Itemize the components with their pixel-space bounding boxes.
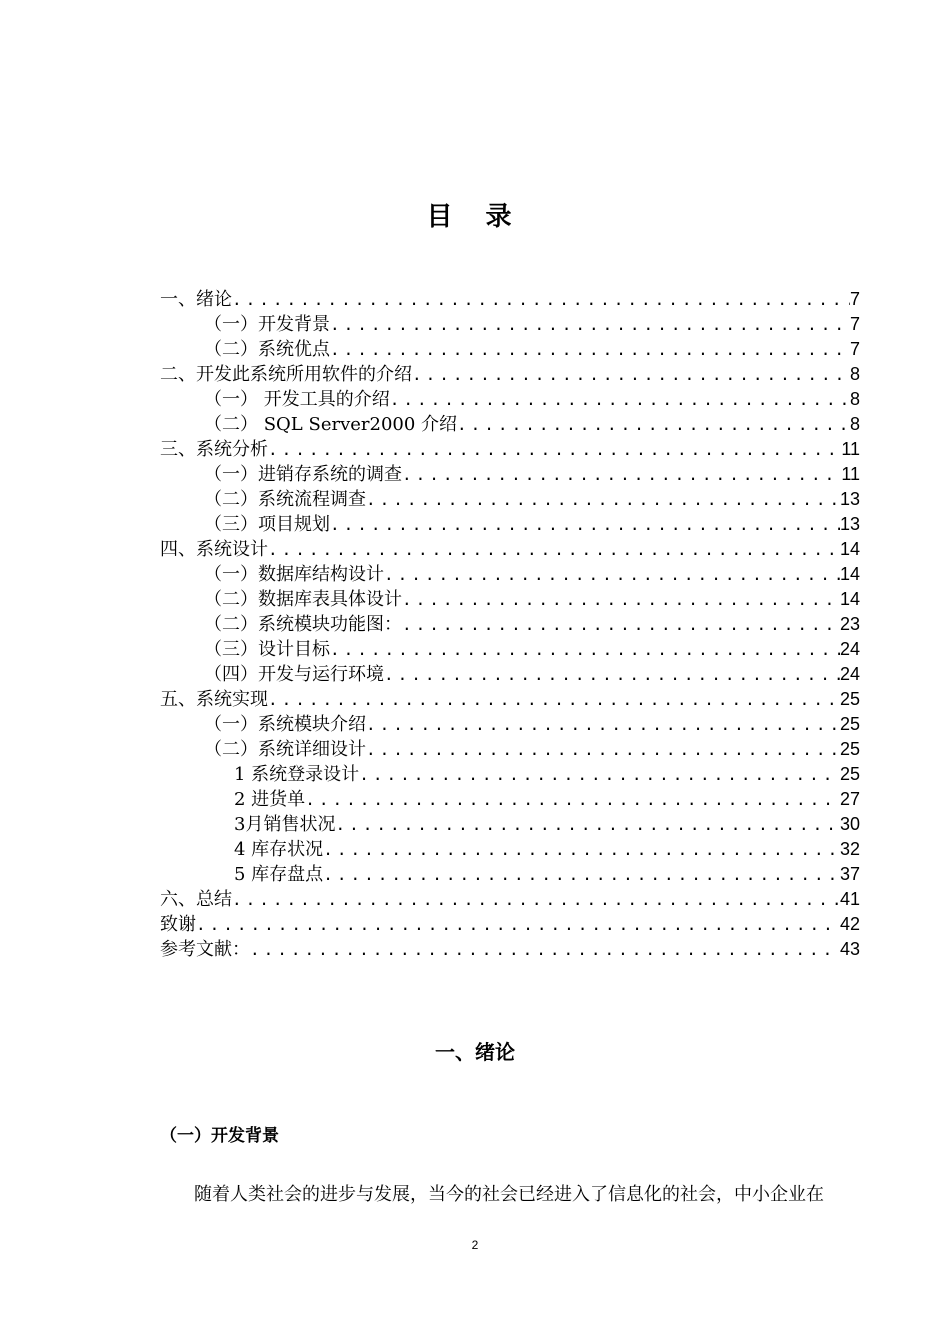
- toc-leader-dots: [232, 887, 840, 912]
- toc-leader-dots: [412, 362, 850, 387]
- toc-entry-page: 14: [839, 564, 860, 584]
- section-heading: 一、绪论: [435, 1040, 515, 1064]
- toc-entry[interactable]: [160, 562, 860, 587]
- toc-entry[interactable]: [160, 912, 860, 937]
- toc-entry[interactable]: [160, 737, 860, 762]
- toc-entry[interactable]: [160, 437, 860, 462]
- toc-entry-label: （一）数据库结构设计: [204, 564, 384, 585]
- toc-entry-page: 7: [849, 339, 860, 359]
- toc-entry-page: 8: [849, 414, 860, 434]
- toc-leader-dots: [268, 437, 841, 462]
- toc-entry[interactable]: [160, 462, 860, 487]
- toc-entry-label: （三）项目规划: [204, 514, 330, 535]
- toc-leader-dots: [457, 412, 850, 437]
- toc-leader-dots: [268, 537, 840, 562]
- toc-entry-label: （二）系统模块功能图：: [204, 614, 402, 635]
- toc-leader-dots: [402, 612, 840, 637]
- toc-entry[interactable]: [160, 887, 860, 912]
- toc-entry-page: 13: [839, 489, 860, 509]
- toc-leader-dots: [330, 337, 850, 362]
- toc-entry[interactable]: [160, 812, 860, 837]
- toc-leader-dots: [323, 862, 840, 887]
- toc-entry[interactable]: [160, 387, 860, 412]
- sub-heading: （一）开发背景: [160, 1126, 279, 1146]
- toc-entry[interactable]: [160, 862, 860, 887]
- toc-entry-page: 7: [849, 289, 860, 309]
- toc-leader-dots: [268, 687, 840, 712]
- toc-entry-page: 7: [849, 314, 860, 334]
- toc-leader-dots: [366, 487, 840, 512]
- toc-entry[interactable]: [160, 762, 860, 787]
- toc-leader-dots: [402, 587, 840, 612]
- toc-entry[interactable]: [160, 937, 860, 962]
- toc-entry-page: 23: [839, 614, 860, 634]
- toc-leader-dots: [330, 312, 850, 337]
- toc-leader-dots: [390, 387, 850, 412]
- toc-entry-label: 4 库存状况: [234, 839, 324, 860]
- toc-leader-dots: [384, 562, 840, 587]
- toc-entry-label: 一、绪论: [160, 289, 232, 310]
- toc-entry-label: 三、系统分析: [160, 439, 268, 460]
- toc-entry[interactable]: [160, 537, 860, 562]
- toc-leader-dots: [250, 937, 840, 962]
- toc-entry-label: 3月销售状况: [234, 814, 336, 835]
- toc-entry-label: 致谢: [160, 914, 196, 935]
- toc-leader-dots: [330, 637, 840, 662]
- toc-leader-dots: [335, 812, 840, 837]
- toc-entry-label: （三）设计目标: [204, 639, 330, 660]
- toc-entry-label: （二）数据库表具体设计: [204, 589, 402, 610]
- toc-entry-page: 30: [839, 814, 860, 834]
- toc-leader-dots: [359, 762, 840, 787]
- toc-leader-dots: [366, 712, 840, 737]
- toc-entry-page: 8: [849, 364, 860, 384]
- toc-leader-dots: [305, 787, 840, 812]
- toc-entry[interactable]: [160, 312, 860, 337]
- table-of-contents: [160, 287, 860, 962]
- toc-entry-label: 2 进货单: [234, 789, 306, 810]
- toc-entry-page: 41: [839, 889, 860, 909]
- toc-entry-label: 5 库存盘点: [234, 864, 324, 885]
- toc-leader-dots: [323, 837, 840, 862]
- toc-entry-page: 25: [839, 739, 860, 759]
- toc-entry-page: 24: [839, 664, 860, 684]
- toc-leader-dots: [330, 512, 840, 537]
- toc-entry-label: 二、开发此系统所用软件的介绍: [160, 364, 412, 385]
- toc-entry[interactable]: [160, 837, 860, 862]
- toc-entry-page: 42: [839, 914, 860, 934]
- toc-entry[interactable]: [160, 712, 860, 737]
- toc-entry-page: 25: [839, 714, 860, 734]
- toc-entry[interactable]: [160, 787, 860, 812]
- toc-entry[interactable]: [160, 687, 860, 712]
- toc-entry[interactable]: [160, 512, 860, 537]
- toc-entry-page: 43: [839, 939, 860, 959]
- toc-leader-dots: [384, 662, 840, 687]
- toc-entry-page: 14: [839, 539, 860, 559]
- toc-entry-label: （一）开发背景: [204, 314, 330, 335]
- toc-leader-dots: [232, 287, 850, 312]
- toc-entry-label: （四）开发与运行环境: [204, 664, 384, 685]
- toc-entry-label: （一） 开发工具的介绍: [204, 389, 390, 410]
- toc-entry-page: 32: [839, 839, 860, 859]
- toc-entry-page: 25: [839, 764, 860, 784]
- toc-entry-label: 五、系统实现: [160, 689, 268, 710]
- toc-entry-page: 11: [841, 439, 860, 459]
- toc-entry-label: （一）系统模块介绍: [204, 714, 366, 735]
- toc-entry[interactable]: [160, 287, 860, 312]
- toc-entry-page: 13: [839, 514, 860, 534]
- toc-entry-label: （二）系统详细设计: [204, 739, 366, 760]
- toc-entry-label: 六、总结: [160, 889, 232, 910]
- toc-entry-page: 24: [839, 639, 860, 659]
- toc-entry-label: 四、系统设计: [160, 539, 268, 560]
- toc-entry-label: （二） SQL Server2000 介绍: [204, 414, 458, 435]
- toc-entry-page: 27: [839, 789, 860, 809]
- toc-entry[interactable]: [160, 362, 860, 387]
- toc-entry-label: （一）进销存系统的调查: [204, 464, 402, 485]
- toc-entry-page: 14: [839, 589, 860, 609]
- body-paragraph: 随着人类社会的进步与发展，当今的社会已经进入了信息化的社会，中小企业在: [194, 1184, 824, 1205]
- toc-entry-label: （二）系统优点: [204, 339, 330, 360]
- toc-entry-page: 37: [839, 864, 860, 884]
- toc-entry[interactable]: [160, 637, 860, 662]
- toc-entry[interactable]: [160, 662, 860, 687]
- page-title: 目 录: [426, 202, 524, 232]
- toc-leader-dots: [196, 912, 840, 937]
- toc-entry[interactable]: [160, 587, 860, 612]
- toc-entry-label: 参考文献：: [160, 939, 250, 960]
- toc-entry[interactable]: [160, 612, 860, 637]
- toc-leader-dots: [402, 462, 841, 487]
- toc-entry-page: 25: [839, 689, 860, 709]
- toc-entry-page: 8: [849, 389, 860, 409]
- toc-entry-label: （二）系统流程调查: [204, 489, 366, 510]
- toc-entry-label: 1 系统登录设计: [234, 764, 360, 785]
- page-number: 2: [471, 1238, 479, 1252]
- toc-entry-page: 11: [841, 464, 860, 484]
- toc-entry[interactable]: [160, 412, 860, 437]
- toc-entry[interactable]: [160, 337, 860, 362]
- toc-entry[interactable]: [160, 487, 860, 512]
- toc-leader-dots: [366, 737, 840, 762]
